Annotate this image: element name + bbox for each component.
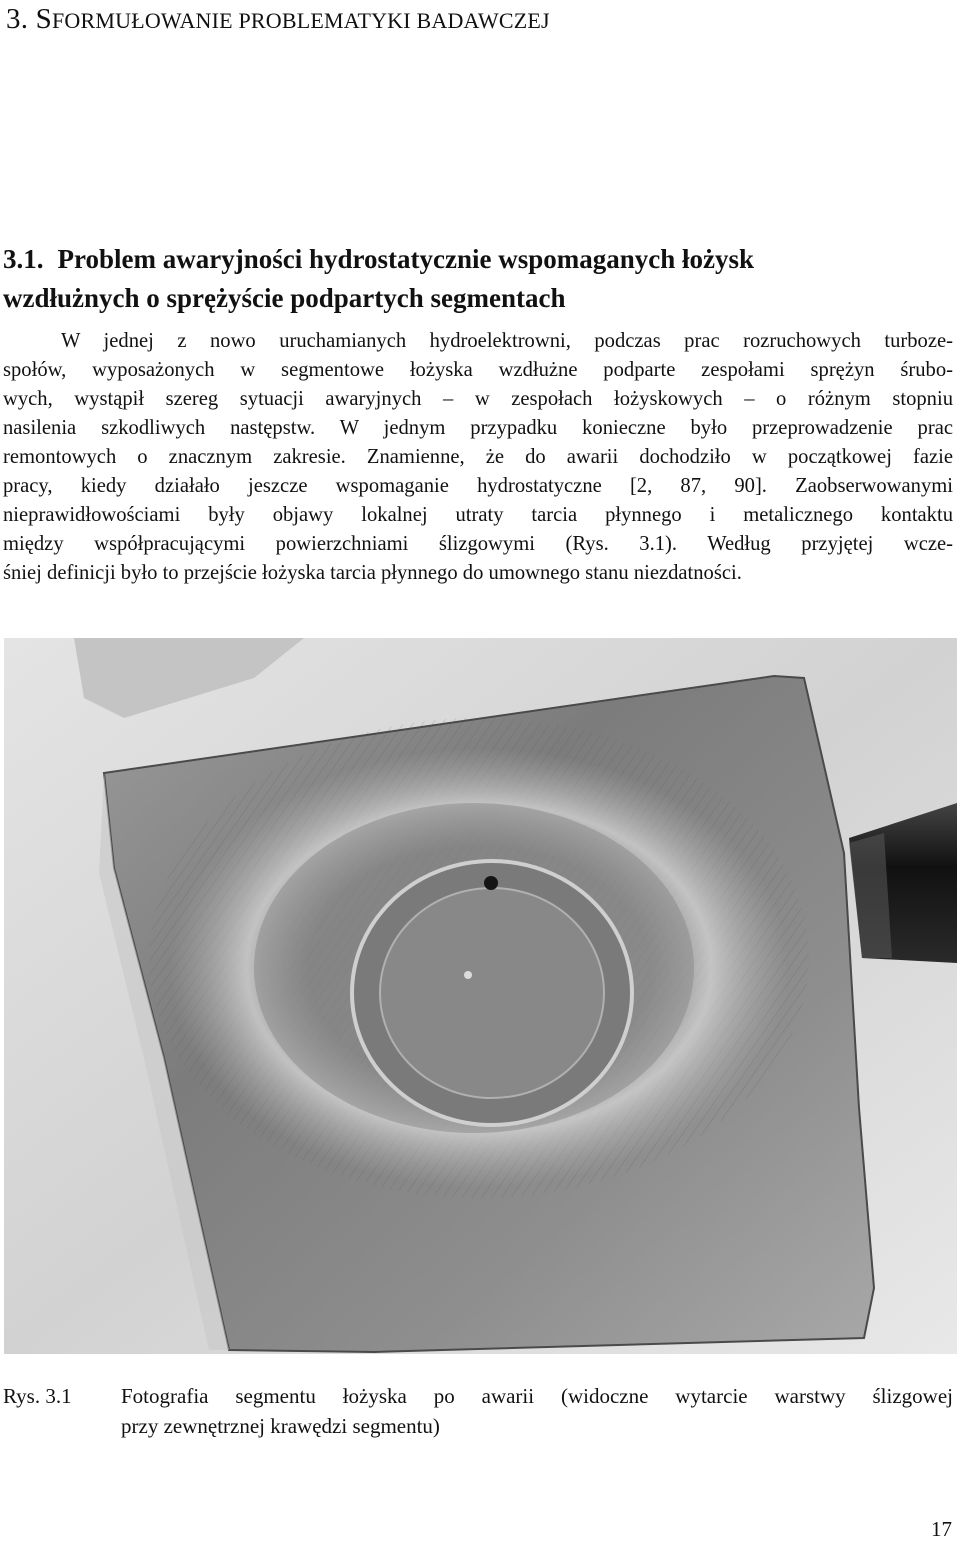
paragraph-line: pracy, kiedy działało jeszcze wspomaganie hydrostatyczne [2, 87, 90]. Zaobserwowanymi bbox=[3, 475, 953, 497]
paragraph-line: śniej definicji było to przejście łożyska tarcia płynnego do umownego stanu niezdatności. bbox=[3, 562, 742, 584]
section-title-line1: Problem awaryjności hydrostatycznie wspomaganych łożysk bbox=[57, 244, 754, 274]
paragraph-line: społów, wyposażonych w segmentowe łożyska wzdłużne podparte zespołami sprężyn śrubo- bbox=[3, 359, 953, 381]
caption-line1: Fotografia segmentu łożyska po awarii (widoczne wytarcie warstwy ślizgowej bbox=[121, 1384, 953, 1408]
chapter-first-letter: S bbox=[35, 3, 52, 35]
paragraph-line: wych, wystąpił szereg sytuacji awaryjnych – w zespołach łożyskowych – o różnym stopniu bbox=[3, 388, 953, 410]
oil-inlet-hole bbox=[484, 876, 498, 890]
paragraph-line: między współpracującymi powierzchniami ślizgowymi (Rys. 3.1). Według przyjętej wcze- bbox=[3, 533, 953, 555]
center-spot bbox=[464, 971, 472, 979]
chapter-title-rest: FORMUŁOWANIE PROBLEMATYKI BADAWCZEJ bbox=[51, 8, 550, 33]
section-number: 3.1. bbox=[3, 244, 44, 274]
bearing-segment-photo bbox=[4, 638, 957, 1354]
chapter-heading bbox=[6, 2, 550, 38]
caption-line2: przy zewnętrznej krawędzi segmentu) bbox=[121, 1414, 440, 1438]
pressure-pocket-inner bbox=[380, 888, 604, 1098]
paragraph-line: nieprawidłowościami były objawy lokalnej utraty tarcia płynnego i metalicznego kontaktu bbox=[3, 504, 953, 526]
paragraph-line: remontowych o znacznym zakresie. Znamienne, że do awarii dochodziło w początkowej fazie bbox=[3, 446, 953, 468]
figure-caption bbox=[121, 1381, 953, 1441]
paragraph-line: nasilenia szkodliwych następstw. W jednym przypadku konieczne było przeprowadzenie prac bbox=[3, 417, 953, 439]
section-title-line2: wzdłużnych o sprężyście podpartych segmentach bbox=[3, 283, 566, 313]
photo-drawing bbox=[4, 638, 957, 1354]
figure-label: Rys. 3.1 bbox=[3, 1384, 72, 1408]
paragraph-line: W jednej z nowo uruchamianych hydroelektrowni, podczas prac rozruchowych turboze- bbox=[61, 330, 953, 352]
section-heading bbox=[3, 240, 953, 318]
page-number: 17 bbox=[931, 1517, 952, 1541]
body-paragraph bbox=[3, 327, 953, 588]
chapter-number: 3. bbox=[6, 3, 29, 35]
